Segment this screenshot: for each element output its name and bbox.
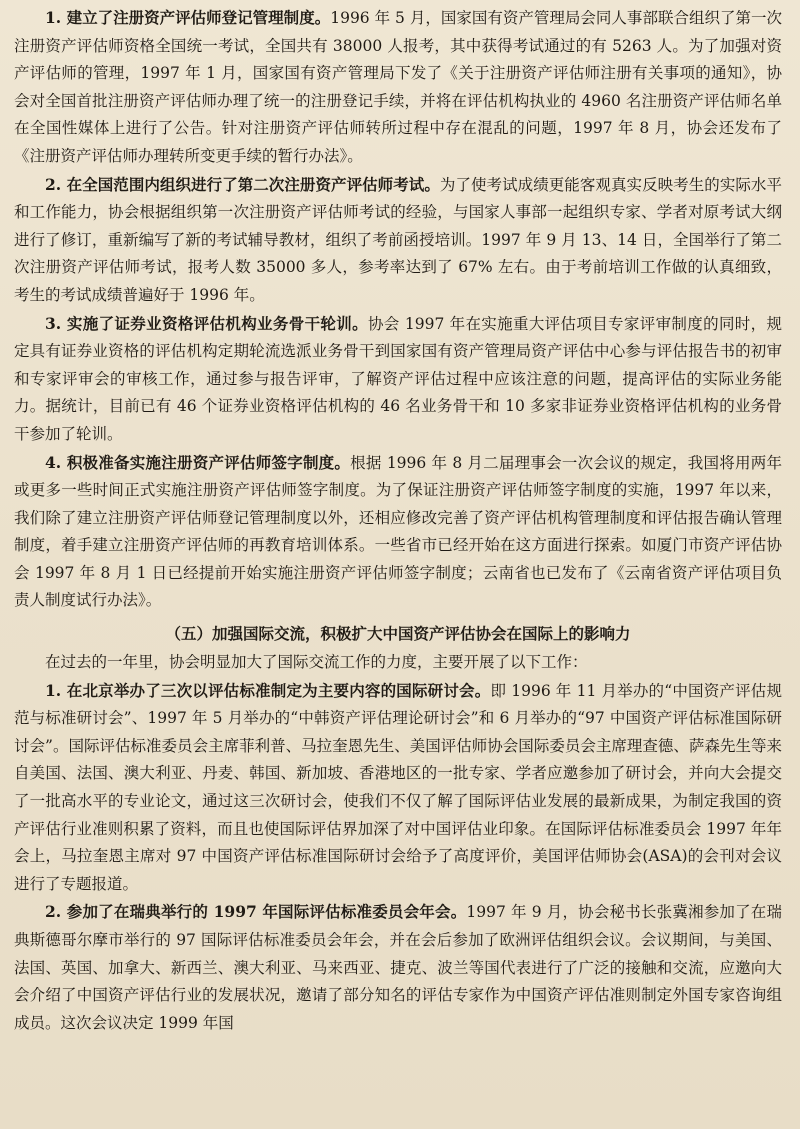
paragraph-body: 1997 年 9 月，协会秘书长张冀湘参加了在瑞典斯德哥尔摩市举行的 97 国际评估标准委员会年会，并在会后参加了欧洲评估组织会议。会议期间，与美国、法国、英国、加拿大、新西兰、澳大利亚、马来西亚、捷克、波兰等国代表进行了广泛的接触和交流，应邀向大会介绍了中国资产评估行业的发展状况，邀请了部分知名的评估专家作为中国资产评估准则制定外国专家咨询组成员。这次会议决定 1999 年国 <box>14 903 782 1032</box>
section-heading: （五）加强国际交流，积极扩大中国资产评估协会在国际上的影响力 <box>165 624 631 644</box>
paragraph-body: 1996 年 5 月，国家国有资产管理局会同人事部联合组织了第一次注册资产评估师资格全国统一考试，全国共有 38000 人报考，其中获得考试通过的有 5263 人。为了加强对资产评估师的管理，1997 年 1 月，国家国有资产管理局下发了《关于注册资产评估师注册有关事项的通知》，协会对全国首批注册资产评估师办理了统一的注册登记手续，并将在评估机构执业的 4960 名注册资产评估师名单在全国性媒体上进行了公告。针对注册资产评估师转所过程中存在混乱的问题，1997 年 8 月，协会还发布了《注册资产评估师办理转所变更手续的暂行办法》。 <box>14 9 782 165</box>
paragraph-lead: 2. 在全国范围内组织进行了第二次注册资产评估师考试。 <box>45 174 440 194</box>
paragraph-registration-system <box>14 4 782 171</box>
paragraph-second-exam <box>14 171 782 310</box>
paragraph-body: 即 1996 年 11 月举办的“中国资产评估规范与标准研讨会”、1997 年 5 月举办的“中韩资产评估理论研讨会”和 6 月举办的“97 中国资产评估标准国际研讨会”。国际评估标准委员会主席菲利普、马拉奎恩先生、美国评估师协会国际委员会主席理查德、萨森先生等来自美国、法国、澳大利亚、丹麦、韩国、新加坡、香港地区的一批专家、学者应邀参加了研讨会，并向大会提交了一批高水平的专业论文，通过这三次研讨会，使我们不仅了解了国际评估业发展的最新成果，为制定我国的资产评估行业准则积累了资料，而且也使国际评估界加深了对中国评估业印象。在国际评估标准委员会 1997 年年会上，马拉奎恩主席对 97 中国资产评估标准国际研讨会给予了高度评价，美国评估师协会(ASA)的会刊对会议进行了专题报道。 <box>14 681 782 893</box>
paragraph-body: 为了使考试成绩更能客观真实反映考生的实际水平和工作能力，协会根据组织第一次注册资产评估师考试的经验，与国家人事部一起组织专家、学者对原考试大纲进行了修订，重新编写了新的考试辅导教材，组织了考前函授培训。1997 年 9 月 13、14 日，全国举行了第二次注册资产评估师考试，报考人数 35000 多人，参考率达到了 67% 左右。由于考前培训工作做的认真细致，考生的考试成绩普遍好于 1996 年。 <box>14 175 782 304</box>
paragraph-sweden-meeting <box>14 898 782 1037</box>
paragraph-lead: 2. 参加了在瑞典举行的 1997 年国际评估标准委员会年会。 <box>45 902 467 922</box>
paragraph-lead: 1. 建立了注册资产评估师登记管理制度。 <box>45 8 331 27</box>
section-intro: 在过去的一年里，协会明显加大了国际交流工作的力度，主要开展了以下工作： <box>45 653 588 672</box>
paragraph-lead: 4. 积极准备实施注册资产评估师签字制度。 <box>45 452 351 472</box>
paragraph-body: 根据 1996 年 8 月二届理事会一次会议的规定，我国将用两年或更多一些时间正式实施注册资产评估师签字制度。为了保证注册资产评估师签字制度的实施，1997 年以来，我们除了建立注册资产评估师登记管理制度以外，还相应修改完善了资产评估机构管理制度和评估报告确认管理制度，着手建立注册资产评估师的再教育培训体系。一些省市已经开始在这方面进行探索。如厦门市资产评估协会 1997 年 8 月 1 日已经提前开始实施注册资产评估师签字制度；云南省也已发布了《云南省资产评估项目负责人制度试行办法》。 <box>14 453 782 610</box>
paragraph-beijing-seminars <box>14 677 782 899</box>
paragraph-lead: 3. 实施了证券业资格评估机构业务骨干轮训。 <box>45 313 368 333</box>
paragraph-signature-system <box>14 449 782 616</box>
paragraph-body: 协会 1997 年在实施重大评估项目专家评审制度的同时，规定具有证券业资格的评估机构定期轮流选派业务骨干到国家国有资产管理局资产评估中心参与评估报告书的初审和专家评审会的审核工作，通过参与报告评审，了解资产评估过程中应该注意的问题，提高评估的实际业务能力。据统计，目前已有 46 个证券业资格评估机构的 46 名业务骨干和 10 多家非证券业资格评估机构的业务骨干参加了轮训。 <box>14 314 782 443</box>
paragraph-lead: 1. 在北京举办了三次以评估标准制定为主要内容的国际研讨会。 <box>45 680 491 700</box>
paragraph-staff-rotation <box>14 310 782 449</box>
